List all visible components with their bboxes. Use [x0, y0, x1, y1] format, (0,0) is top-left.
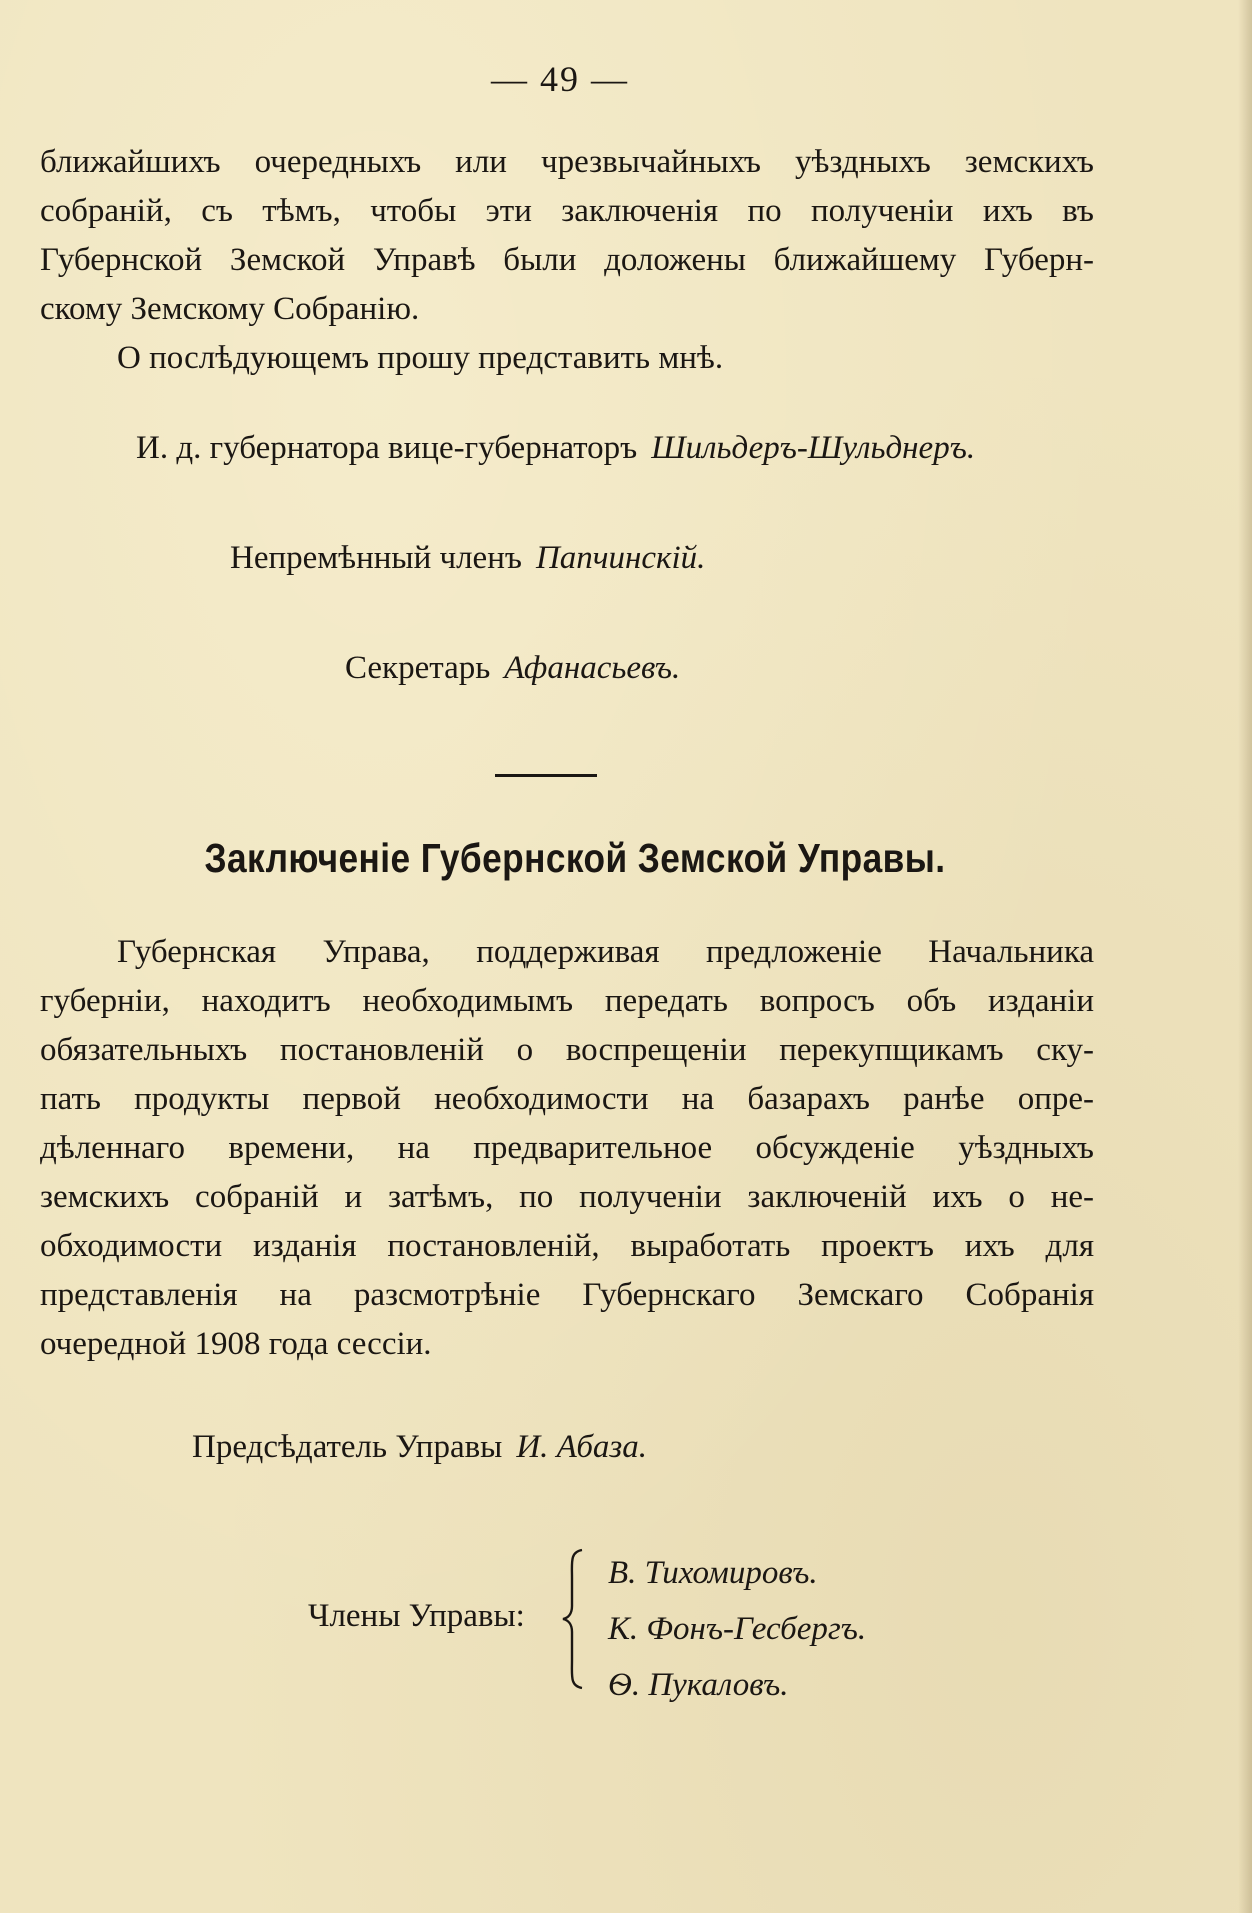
page-number: — 49 —	[491, 59, 629, 99]
paragraph-conclusion	[40, 928, 1094, 1369]
governor-signature	[136, 430, 975, 467]
signature-title: Секретарь	[345, 650, 491, 686]
permanent-member-signature	[230, 540, 705, 577]
chairman-signature	[192, 1429, 647, 1466]
text-line: губерніи, находитъ необходимымъ передать вопросъ объ изданіи	[40, 983, 1094, 1019]
closing-line: О послѣдующемъ прошу представить мнѣ.	[117, 340, 724, 376]
signature-title: Непремѣнный членъ	[230, 540, 522, 576]
text-line: земскихъ собраній и затѣмъ, по полученіи заключеній ихъ о не-	[40, 1179, 1094, 1215]
page-edge-shadow	[1238, 0, 1252, 1913]
signature-title: Предсѣдатель Управы	[192, 1429, 503, 1465]
member-name: К. Фонъ-Гесбергъ.	[608, 1611, 867, 1647]
signature-name: Шильдеръ-Шульднеръ.	[651, 430, 976, 466]
text-line: собраній, съ тѣмъ, чтобы эти заключенія по полученіи ихъ въ	[40, 193, 1094, 229]
text-line: представленія на разсмотрѣніе Губернскаго Земскаго Собранія	[40, 1277, 1094, 1313]
text-line: Губернской Земской Управѣ были доложены ближайшему Губерн-	[40, 242, 1094, 278]
members-label: Члены Управы:	[308, 1598, 525, 1634]
signature-name: Афанасьевъ.	[504, 650, 681, 686]
member-name: В. Тихомировъ.	[608, 1555, 818, 1591]
signature-name: И. Абаза.	[516, 1429, 648, 1465]
secretary-signature	[345, 650, 680, 687]
signature-name: Папчинскій.	[535, 540, 706, 576]
member-name: Ѳ. Пукаловъ.	[608, 1667, 789, 1703]
section-heading: Заключеніе Губернской Земской Управы.	[204, 835, 946, 881]
text-line: ближайшихъ очередныхъ или чрезвычайныхъ уѣздныхъ земскихъ	[40, 144, 1094, 180]
section-divider	[495, 774, 597, 777]
text-line: обходимости изданія постановленій, выработать проектъ ихъ для	[40, 1228, 1094, 1264]
text-line: пать продукты первой необходимости на базарахъ ранѣе опре-	[40, 1081, 1094, 1117]
text-line: Губернская Управа, поддерживая предложеніе Начальника	[117, 934, 1094, 970]
text-line: дѣленнаго времени, на предварительное обсужденіе уѣздныхъ	[40, 1130, 1094, 1166]
text-line: скому Земскому Собранію.	[40, 291, 420, 327]
members-list	[608, 1545, 866, 1713]
text-line: обязательныхъ постановленій о воспрещеніи перекупщикамъ ску-	[40, 1032, 1094, 1068]
signature-title: И. д. губернатора вице-губернаторъ	[136, 430, 638, 466]
text-line: очередной 1908 года сессіи.	[40, 1326, 432, 1362]
paragraph-request	[40, 138, 1094, 383]
curly-brace-icon	[560, 1548, 590, 1690]
